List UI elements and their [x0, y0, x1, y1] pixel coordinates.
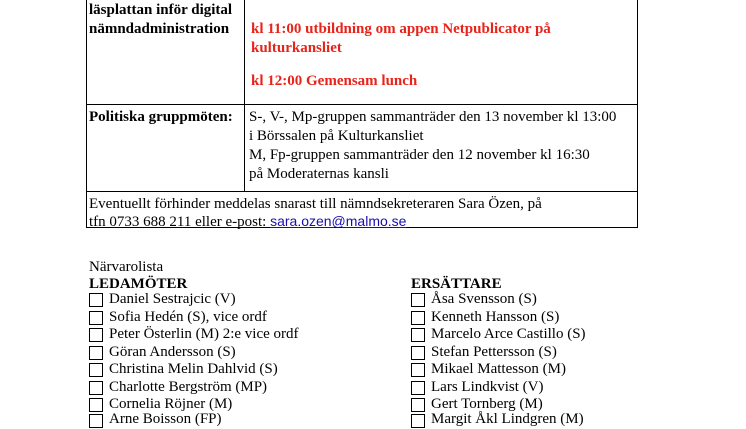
notice-line1: Eventuellt förhinder meddelas snarast till nämndsekreteraren Sara Özen, på — [89, 196, 542, 212]
member-checkbox-7[interactable] — [89, 398, 103, 412]
member-name-2: Sofia Hedén (S), vice ordf — [109, 309, 267, 325]
table-column-divider — [244, 0, 245, 191]
group-meetings-label: Politiska gruppmöten: — [89, 109, 233, 125]
table-border-left — [86, 0, 87, 228]
attendance-title: Närvarolista — [89, 259, 164, 275]
substitute-checkbox-8[interactable] — [411, 414, 425, 428]
substitute-checkbox-5[interactable] — [411, 363, 425, 377]
member-name-5: Christina Melin Dahlvid (S) — [109, 361, 278, 377]
substitutes-heading: ERSÄTTARE — [411, 276, 502, 292]
table-row-divider-1 — [86, 104, 638, 105]
member-checkbox-1[interactable] — [89, 293, 103, 307]
substitute-name-3: Marcelo Arce Castillo (S) — [431, 326, 586, 342]
agenda-item-training-cont: kulturkansliet — [251, 40, 342, 56]
group-meetings-line3: M, Fp-gruppen sammanträder den 12 november kl 16:30 — [249, 147, 590, 163]
table-row-divider-2 — [86, 191, 638, 192]
substitute-name-7: Gert Tornberg (M) — [431, 396, 543, 412]
substitute-checkbox-6[interactable] — [411, 381, 425, 395]
members-heading: LEDAMÖTER — [89, 276, 188, 292]
member-name-7: Cornelia Röjner (M) — [109, 396, 233, 412]
substitute-name-5: Mikael Mattesson (M) — [431, 361, 566, 377]
group-meetings-line2: i Börssalen på Kulturkansliet — [249, 128, 424, 144]
member-checkbox-6[interactable] — [89, 381, 103, 395]
member-name-3: Peter Österlin (M) 2:e vice ordf — [109, 326, 299, 342]
notice-phone-text: tfn 0733 688 211 eller e-post: — [89, 214, 271, 230]
substitute-checkbox-7[interactable] — [411, 398, 425, 412]
group-meetings-line1: S-, V-, Mp-gruppen sammanträder den 13 november kl 13:00 — [249, 109, 617, 125]
substitute-checkbox-3[interactable] — [411, 328, 425, 342]
member-name-4: Göran Andersson (S) — [109, 344, 236, 360]
email-link[interactable]: sara.ozen@malmo.se — [270, 213, 407, 229]
member-name-6: Charlotte Bergström (MP) — [109, 379, 268, 395]
substitute-checkbox-2[interactable] — [411, 311, 425, 325]
agenda-left-line1: läsplattan inför digital — [89, 2, 233, 18]
substitute-name-4: Stefan Pettersson (S) — [431, 344, 557, 360]
agenda-item-training: kl 11:00 utbildning om appen Netpublicator på — [251, 21, 551, 37]
member-name-1: Daniel Sestrajcic (V) — [109, 291, 236, 307]
substitute-checkbox-1[interactable] — [411, 293, 425, 307]
substitute-checkbox-4[interactable] — [411, 346, 425, 360]
member-checkbox-5[interactable] — [89, 363, 103, 377]
group-meetings-line4: på Moderaternas kansli — [249, 166, 389, 182]
member-checkbox-8[interactable] — [89, 414, 103, 428]
member-checkbox-3[interactable] — [89, 328, 103, 342]
substitute-name-6: Lars Lindkvist (V) — [431, 379, 544, 395]
agenda-left-line2: nämndadministration — [89, 21, 230, 37]
notice-line2 — [89, 212, 406, 232]
member-name-8: Arne Boisson (FP) — [109, 411, 222, 427]
substitute-name-8: Margit Åkl Lindgren (M) — [431, 411, 584, 427]
substitute-name-1: Åsa Svensson (S) — [431, 291, 537, 307]
agenda-item-lunch: kl 12:00 Gemensam lunch — [251, 73, 418, 89]
member-checkbox-4[interactable] — [89, 346, 103, 360]
table-border-right — [637, 0, 638, 228]
member-checkbox-2[interactable] — [89, 311, 103, 325]
substitute-name-2: Kenneth Hansson (S) — [431, 309, 560, 325]
